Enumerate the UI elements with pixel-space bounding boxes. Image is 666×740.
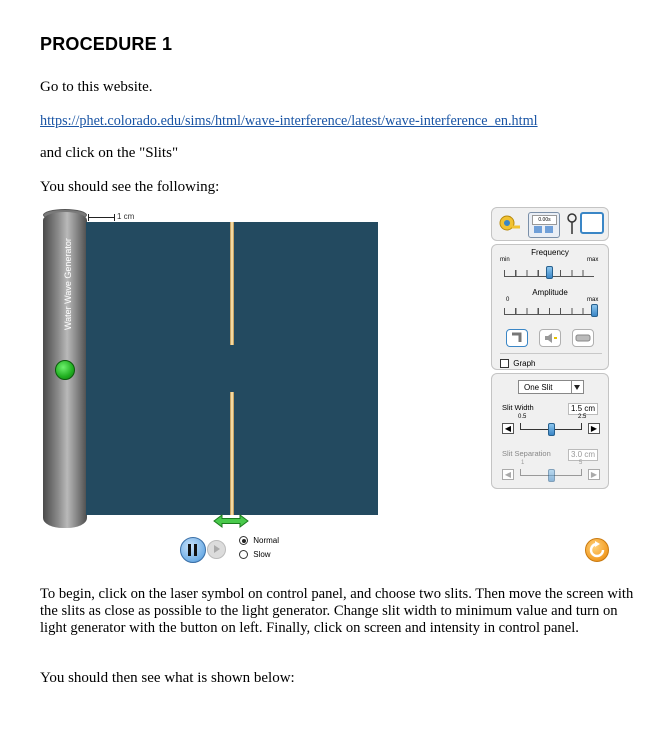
chart-icon[interactable] [580, 212, 604, 234]
speaker-icon [540, 330, 560, 346]
slit-width-value: 1.5 cm [568, 403, 598, 415]
barrier-drag-handle[interactable] [213, 514, 249, 528]
reset-icon [586, 539, 608, 561]
wave-settings-panel [491, 244, 609, 370]
see-following-text: You should see the following: [40, 179, 220, 195]
play-pause-button[interactable] [180, 537, 206, 563]
generator-label: Water Wave Generator [63, 238, 73, 330]
slit-separation-value: 3.0 cm [568, 449, 598, 461]
step-icon [214, 545, 220, 553]
probe-icon[interactable] [566, 213, 578, 235]
slit-width-slider-thumb[interactable] [548, 423, 555, 436]
slit-separation-max: 5 [579, 460, 583, 466]
pause-icon [188, 544, 191, 556]
slit-separation-min: 1 [521, 460, 525, 466]
stopwatch-time: 0.00s [532, 215, 557, 225]
page-title: PROCEDURE 1 [40, 34, 173, 54]
laser-button[interactable] [572, 329, 594, 347]
barrier-top[interactable] [230, 222, 234, 345]
slit-separation-label: Slit Separation [502, 449, 551, 458]
slit-separation-increase-button[interactable]: ▶ [588, 469, 600, 480]
chevron-down-icon [574, 385, 580, 390]
slit-width-label: Slit Width [502, 403, 534, 412]
slit-settings-panel [491, 373, 609, 489]
slit-type-value: One Slit [524, 383, 553, 392]
speaker-button[interactable] [539, 329, 561, 347]
frequency-label: Frequency [531, 248, 569, 257]
amplitude-max-label: max [587, 297, 599, 303]
step-button[interactable] [207, 540, 226, 559]
final-text: You should then see what is shown below: [40, 670, 295, 686]
speed-normal-option[interactable] [239, 536, 279, 545]
reset-button[interactable] [585, 538, 609, 562]
intro-text: Go to this website. [40, 79, 153, 95]
stopwatch-icon[interactable] [528, 212, 560, 238]
laser-icon [573, 330, 593, 346]
slit-width-decrease-button[interactable]: ◀ [502, 423, 514, 434]
generator-on-button[interactable] [55, 360, 75, 380]
speed-normal-label: Normal [253, 536, 280, 546]
amplitude-min-label: 0 [506, 297, 510, 303]
amplitude-label: Amplitude [532, 288, 568, 297]
slit-type-select[interactable] [518, 380, 584, 394]
instructions-paragraph: To begin, click on the laser symbol on control panel, and choose two slits. Then move the screen with the slits as close as possible to the light generator. Change slit width to minimum value and turn on light generator with the button on left. Finally, click on screen and intensity in control panel. [40, 586, 634, 636]
frequency-slider-thumb[interactable] [546, 266, 553, 279]
faucet-button[interactable] [506, 329, 528, 347]
frequency-min-label: min [500, 257, 510, 263]
speed-slow-option[interactable] [239, 550, 271, 559]
slit-separation-slider-thumb[interactable] [548, 469, 555, 482]
barrier-bottom[interactable] [230, 392, 234, 515]
slit-width-max: 2.5 [578, 414, 587, 420]
faucet-icon [507, 330, 527, 346]
amplitude-track[interactable] [504, 308, 594, 315]
speed-slow-label: Slow [253, 550, 271, 560]
amplitude-slider-thumb[interactable] [591, 304, 598, 317]
frequency-max-label: max [587, 257, 599, 263]
click-instruction: and click on the "Slits" [40, 145, 179, 161]
graph-label: Graph [513, 359, 536, 369]
tools-panel [491, 207, 609, 241]
slit-width-increase-button[interactable]: ▶ [588, 423, 600, 434]
website-link[interactable]: https://phet.colorado.edu/sims/html/wave-interference/latest/wave-interference_en.html [40, 113, 538, 129]
graph-checkbox[interactable] [500, 359, 535, 368]
slit-separation-decrease-button[interactable]: ◀ [502, 469, 514, 480]
slit-width-min: 0.5 [518, 414, 527, 420]
ruler-label: 1 cm [117, 212, 135, 221]
measuring-tape-icon[interactable] [498, 214, 522, 234]
